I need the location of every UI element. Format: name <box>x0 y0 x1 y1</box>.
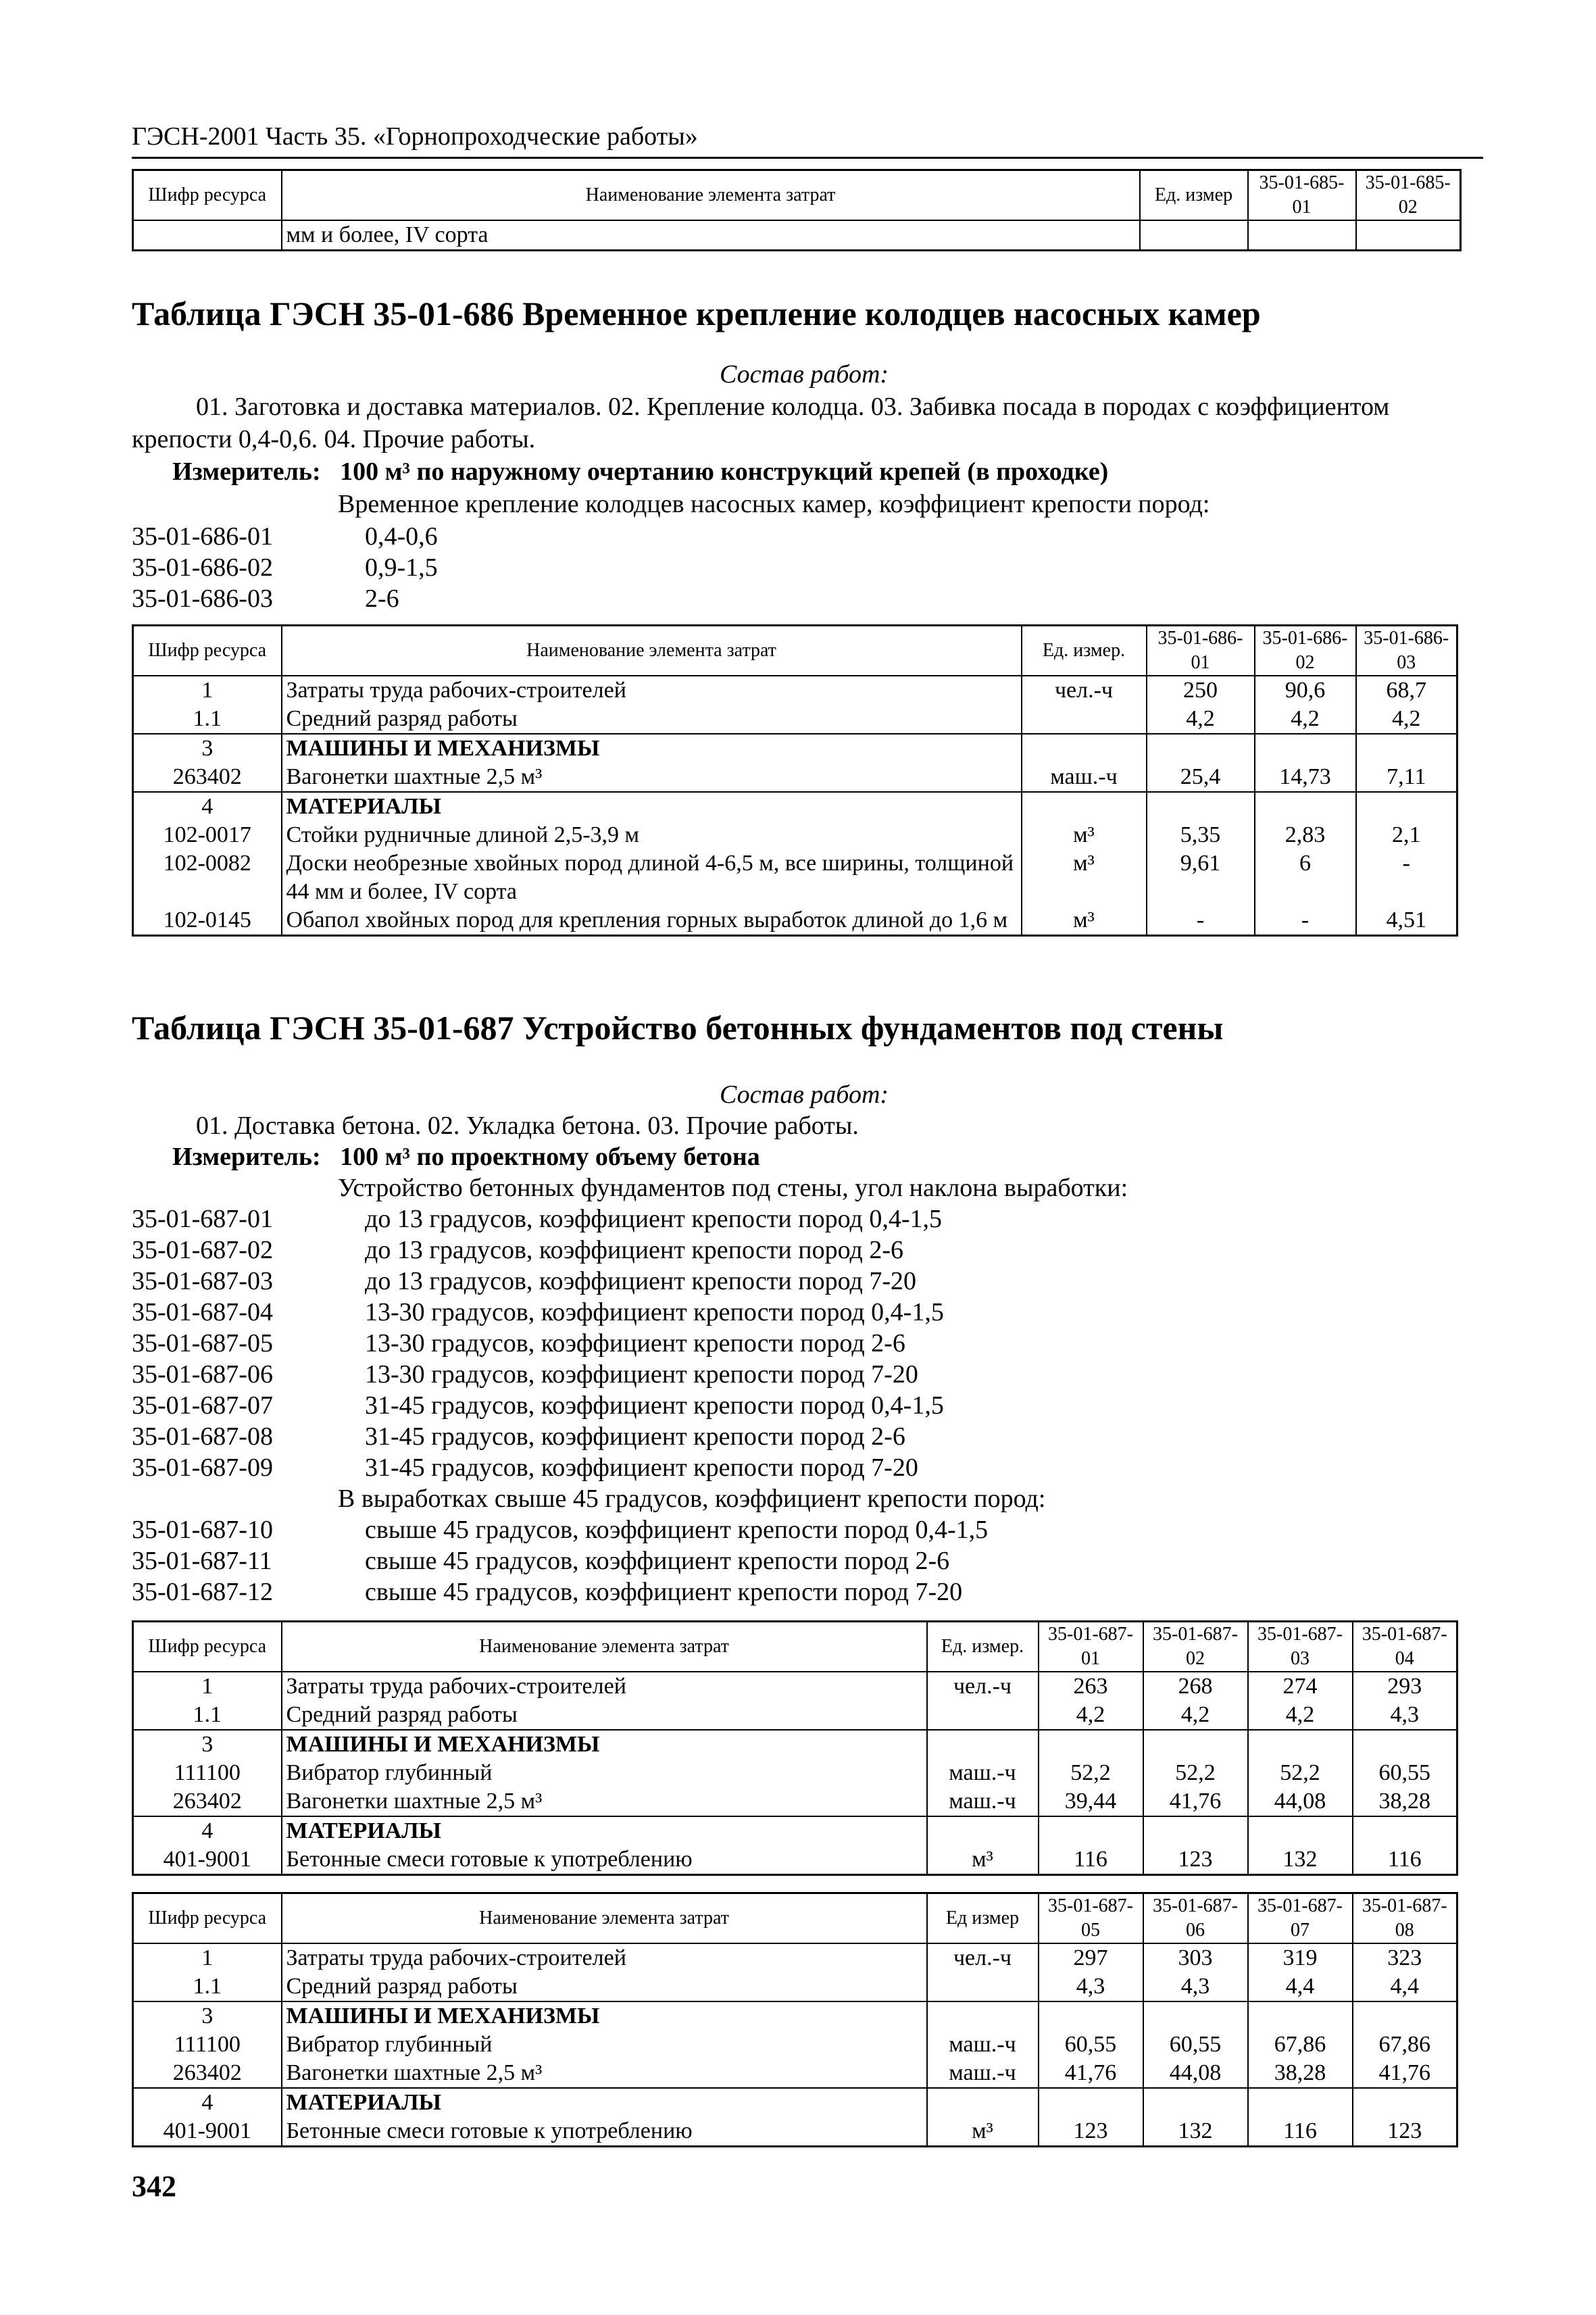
col-header-685-01: 35-01-685-01 <box>1248 170 1356 221</box>
table-row: 1.1 Средний разряд работы 4,2 4,2 4,2 <box>133 705 1457 734</box>
page-number: 342 <box>132 2170 176 2203</box>
item-code: 35-01-687-10 <box>132 1516 273 1544</box>
items-intro: Устройство бетонных фундаментов под стены, угол наклона выработки: <box>338 1174 1128 1202</box>
col-header-code: Шифр ресурса <box>133 1622 282 1672</box>
col-header-687-03: 35-01-687-03 <box>1248 1622 1353 1672</box>
col-header-687-08: 35-01-687-08 <box>1353 1893 1457 1944</box>
item-code: 35-01-687-11 <box>132 1547 272 1575</box>
table-row: 1.1 Средний разряд работы 4,2 4,2 4,2 4,3 <box>133 1701 1457 1730</box>
table-687-b <box>132 1892 1458 2147</box>
table-row: 111100 Вибратор глубинный маш.-ч 60,55 60,55 67,86 67,86 <box>133 2031 1457 2059</box>
table-row: 263402 Вагонетки шахтные 2,5 м³ маш.-ч 41,76 44,08 38,28 41,76 <box>133 2059 1457 2088</box>
item-desc: до 13 градусов, коэффициент крепости пород 2-6 <box>365 1236 903 1264</box>
composition-label: Состав работ: <box>720 1080 889 1109</box>
table-687-a <box>132 1620 1458 1876</box>
item-code: 35-01-687-06 <box>132 1360 273 1389</box>
item-desc: 31-45 градусов, коэффициент крепости пород 0,4-1,5 <box>365 1391 944 1420</box>
table-row: 401-9001 Бетонные смеси готовые к употреблению м³ 116 123 132 116 <box>133 1845 1457 1875</box>
col-header-name: Наименование элемента затрат <box>282 170 1140 221</box>
item-code: 35-01-687-12 <box>132 1578 273 1606</box>
table-cell-name: мм и более, IV сорта <box>282 220 1140 251</box>
item-code: 35-01-686-01 <box>132 522 273 551</box>
table-row: 401-9001 Бетонные смеси готовые к употреблению м³ 123 132 116 123 <box>133 2117 1457 2147</box>
col-header-unit: Ед. измер. <box>1022 626 1147 676</box>
item-desc: 31-45 градусов, коэффициент крепости пород 7-20 <box>365 1453 918 1482</box>
table-row: 1 Затраты труда рабочих-строителей чел.-ч 297 303 319 323 <box>133 1943 1457 1972</box>
meter-text: 100 м³ по наружному очертанию конструкций крепей (в проходке) <box>340 457 1109 486</box>
table-row: 263402 Вагонетки шахтные 2,5 м³ маш.-ч 39,44 41,76 44,08 38,28 <box>133 1787 1457 1816</box>
item-code: 35-01-687-05 <box>132 1329 273 1358</box>
meter-label: Измеритель: <box>172 457 321 486</box>
item-desc: 13-30 градусов, коэффициент крепости пород 7-20 <box>365 1360 918 1389</box>
item-desc: 0,9-1,5 <box>365 553 438 582</box>
item-desc: 13-30 градусов, коэффициент крепости пород 2-6 <box>365 1329 905 1358</box>
table-row: 111100 Вибратор глубинный маш.-ч 52,2 52,2 52,2 60,55 <box>133 1759 1457 1787</box>
table-686 <box>132 624 1458 937</box>
col-header-687-02: 35-01-687-02 <box>1143 1622 1248 1672</box>
table-row: 102-0017 Стойки рудничные длиной 2,5-3,9 м м³ 5,35 2,83 2,1 <box>133 821 1457 849</box>
item-code: 35-01-687-01 <box>132 1205 273 1233</box>
item-code: 35-01-687-07 <box>132 1391 273 1420</box>
items-intro: Временное крепление колодцев насосных камер, коэффициент крепости пород: <box>338 490 1210 518</box>
item-code: 35-01-687-03 <box>132 1267 273 1295</box>
item-code: 35-01-687-02 <box>132 1236 273 1264</box>
items-intro: В выработках свыше 45 градусов, коэффициент крепости пород: <box>338 1485 1046 1513</box>
table-row: 4 МАТЕРИАЛЫ <box>133 1816 1457 1845</box>
col-header-name: Наименование элемента затрат <box>282 1622 927 1672</box>
col-header-687-05: 35-01-687-05 <box>1039 1893 1143 1944</box>
item-code: 35-01-687-04 <box>132 1298 273 1326</box>
item-code: 35-01-687-08 <box>132 1422 273 1451</box>
col-header-687-07: 35-01-687-07 <box>1248 1893 1353 1944</box>
col-header-686-02: 35-01-686-02 <box>1255 626 1356 676</box>
col-header-686-01: 35-01-686-01 <box>1147 626 1255 676</box>
table-row: 3 МАШИНЫ И МЕХАНИЗМЫ <box>133 2001 1457 2031</box>
col-header-685-02: 35-01-685-02 <box>1356 170 1461 221</box>
col-header-code: Шифр ресурса <box>133 170 282 221</box>
col-header-687-06: 35-01-687-06 <box>1143 1893 1248 1944</box>
item-desc: 13-30 градусов, коэффициент крепости пород 0,4-1,5 <box>365 1298 944 1326</box>
table-row: 1.1 Средний разряд работы 4,3 4,3 4,4 4,4 <box>133 1972 1457 2001</box>
col-header-name: Наименование элемента затрат <box>282 1893 927 1944</box>
meter-line <box>172 457 1108 487</box>
table-row: 102-0145 Обапол хвойных пород для крепления горных выработок длиной до 1,6 м м³ - - 4,51 <box>133 906 1457 936</box>
table-row: 1 Затраты труда рабочих-строителей чел.-ч 263 268 274 293 <box>133 1672 1457 1701</box>
col-header-687-04: 35-01-687-04 <box>1353 1622 1457 1672</box>
col-header-unit: Ед. измер. <box>927 1622 1039 1672</box>
item-desc: 0,4-0,6 <box>365 522 438 551</box>
table-687-title: Таблица ГЭСН 35-01-687 Устройство бетонных фундаментов под стены <box>132 1009 1224 1047</box>
item-code: 35-01-687-09 <box>132 1453 273 1482</box>
table-row: 263402 Вагонетки шахтные 2,5 м³ маш.-ч 25,4 14,73 7,11 <box>133 763 1457 792</box>
col-header-code: Шифр ресурса <box>133 1893 282 1944</box>
item-desc: свыше 45 градусов, коэффициент крепости пород 0,4-1,5 <box>365 1516 989 1544</box>
table-row: 1 Затраты труда рабочих-строителей чел.-ч 250 90,6 68,7 <box>133 676 1457 705</box>
meter-line <box>172 1142 760 1172</box>
composition-text-line1: 01. Заготовка и доставка материалов. 02. Крепление колодца. 03. Забивка посада в породах с коэффициентом <box>196 393 1390 421</box>
table-row: 4 МАТЕРИАЛЫ <box>133 792 1457 821</box>
item-desc: до 13 градусов, коэффициент крепости пород 0,4-1,5 <box>365 1205 942 1233</box>
meter-text: 100 м³ по проектному объему бетона <box>340 1143 760 1171</box>
col-header-name: Наименование элемента затрат <box>282 626 1022 676</box>
table-row: 3 МАШИНЫ И МЕХАНИЗМЫ <box>133 734 1457 763</box>
table-685-fragment <box>132 169 1462 251</box>
composition-text-line2: крепости 0,4-0,6. 04. Прочие работы. <box>132 425 536 453</box>
composition-label: Состав работ: <box>720 360 889 389</box>
meter-label: Измеритель: <box>172 1143 321 1171</box>
header-rule <box>132 157 1483 159</box>
col-header-687-01: 35-01-687-01 <box>1039 1622 1143 1672</box>
item-desc: 2-6 <box>365 584 399 613</box>
item-desc: свыше 45 градусов, коэффициент крепости пород 7-20 <box>365 1578 963 1606</box>
col-header-unit: Ед измер <box>927 1893 1039 1944</box>
running-head: ГЭСН-2001 Часть 35. «Горнопроходческие работы» <box>132 122 698 151</box>
item-desc: свыше 45 градусов, коэффициент крепости пород 2-6 <box>365 1547 950 1575</box>
item-code: 35-01-686-02 <box>132 553 273 582</box>
item-code: 35-01-686-03 <box>132 584 273 613</box>
table-row: 3 МАШИНЫ И МЕХАНИЗМЫ <box>133 1730 1457 1759</box>
composition-text-line1: 01. Доставка бетона. 02. Укладка бетона. 03. Прочие работы. <box>196 1112 859 1140</box>
col-header-686-03: 35-01-686-03 <box>1356 626 1457 676</box>
table-686-title: Таблица ГЭСН 35-01-686 Временное крепление колодцев насосных камер <box>132 295 1261 332</box>
col-header-unit: Ед. измер <box>1140 170 1248 221</box>
item-desc: до 13 градусов, коэффициент крепости пород 7-20 <box>365 1267 916 1295</box>
table-row: 4 МАТЕРИАЛЫ <box>133 2088 1457 2117</box>
table-row: 102-0082 Доски необрезные хвойных пород длиной 4-6,5 м, все ширины, толщиной 44 мм и более, IV сорта м³ 9,61 6 - <box>133 849 1457 906</box>
col-header-code: Шифр ресурса <box>133 626 282 676</box>
item-desc: 31-45 градусов, коэффициент крепости пород 2-6 <box>365 1422 905 1451</box>
